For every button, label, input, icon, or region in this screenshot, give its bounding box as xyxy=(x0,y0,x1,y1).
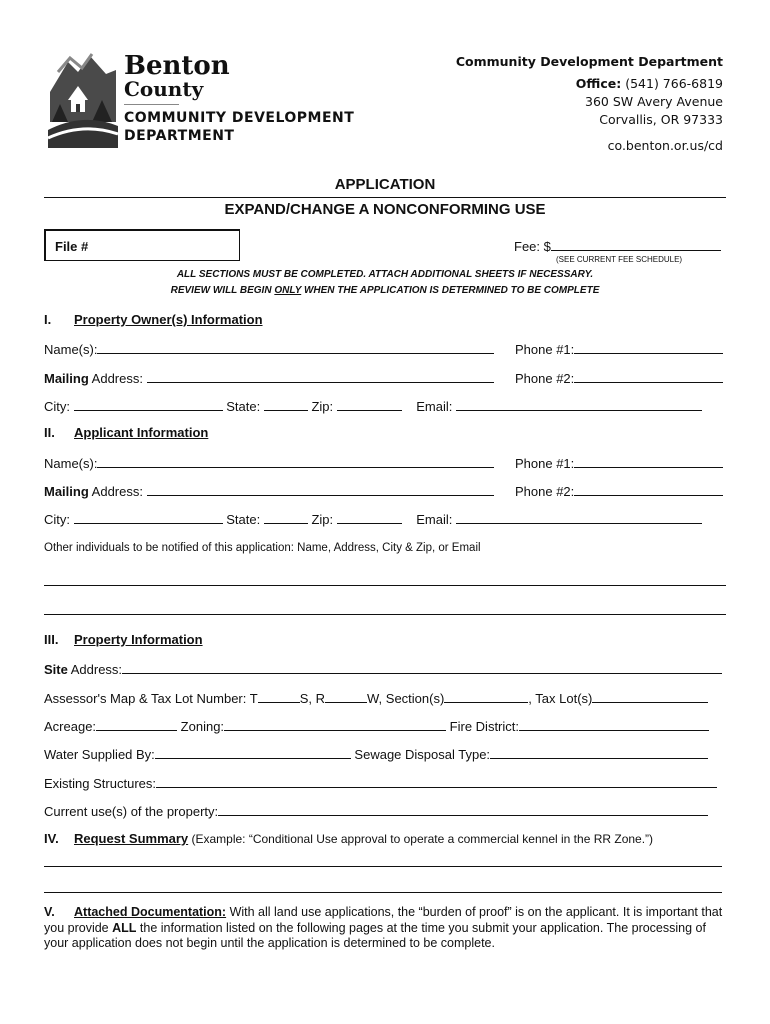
applicant-mailing-row: Mailing Address: xyxy=(44,482,494,499)
logo-dept-line2: DEPARTMENT xyxy=(124,128,235,144)
section2-heading: II. Applicant Information xyxy=(44,425,209,440)
owner-names-row: Name(s): xyxy=(44,340,494,357)
instructions-line2: REVIEW WILL BEGIN ONLY WHEN THE APPLICATION IS DETERMINED TO BE COMPLETE xyxy=(170,285,600,296)
sewage-disposal-field[interactable] xyxy=(490,745,708,759)
acreage-field[interactable] xyxy=(96,717,177,731)
fee-row xyxy=(514,237,721,254)
current-use-row: Current use(s) of the property: xyxy=(44,802,708,819)
applicant-zip-field[interactable] xyxy=(337,510,402,524)
current-use-field[interactable] xyxy=(218,802,708,816)
owner-names-field[interactable] xyxy=(97,340,494,354)
logo-county: County xyxy=(124,77,204,101)
owner-zip-field[interactable] xyxy=(337,397,402,411)
owner-phone1-field[interactable] xyxy=(574,340,723,354)
contact-street: 360 SW Avery Avenue xyxy=(585,94,723,109)
owner-email-field[interactable] xyxy=(456,397,702,411)
other-individuals-line2[interactable] xyxy=(44,614,726,615)
fee-label: Fee: $ xyxy=(514,239,551,254)
water-row: Water Supplied By: Sewage Disposal Type: xyxy=(44,745,708,762)
applicant-phone1-row: Phone #1: xyxy=(515,454,723,471)
logo-benton: Benton xyxy=(124,51,230,81)
existing-structures-row: Existing Structures: xyxy=(44,774,717,791)
file-number-box[interactable] xyxy=(44,229,240,261)
mountain-tree-house-icon xyxy=(48,52,118,148)
title-rule xyxy=(44,197,726,198)
logo-dept-line1: COMMUNITY DEVELOPMENT xyxy=(124,110,355,126)
existing-structures-field[interactable] xyxy=(156,774,717,788)
logo-divider xyxy=(124,104,179,105)
county-logo xyxy=(48,52,366,148)
owner-mailing-row: Mailing Address: xyxy=(44,369,494,386)
zoning-field[interactable] xyxy=(224,717,446,731)
fee-field[interactable] xyxy=(551,237,721,251)
site-address-field[interactable] xyxy=(122,660,722,674)
owner-state-field[interactable] xyxy=(264,397,308,411)
section4-heading: IV. Request Summary (Example: “Conditional Use approval to operate a commercial kennel in the RR Zone.”) xyxy=(44,831,654,846)
contact-department: Community Development Department xyxy=(455,54,723,69)
section-field[interactable] xyxy=(444,689,528,703)
title-line1: APPLICATION xyxy=(334,176,436,193)
other-individuals-line1[interactable] xyxy=(44,585,726,586)
owner-city-row: City: State: Zip: Email: xyxy=(44,397,702,414)
applicant-mailing-field[interactable] xyxy=(147,482,494,496)
township-field[interactable] xyxy=(258,689,300,703)
owner-phone2-row: Phone #2: xyxy=(515,369,723,386)
section5-paragraph: V. Attached Documentation: With all land use applications, the “burden of proof” is on the applicant. It is important that you provide ALL the information listed on the following pages at the time you submit your application. The processing of your application does not begin until the application is determined to be complete. xyxy=(44,905,723,950)
other-individuals-label: Other individuals to be notified of this application: Name, Address, City & Zip, or Email xyxy=(44,542,481,554)
tax-lot-field[interactable] xyxy=(592,689,708,703)
owner-phone2-field[interactable] xyxy=(574,369,723,383)
applicant-city-field[interactable] xyxy=(74,510,223,524)
applicant-state-field[interactable] xyxy=(264,510,308,524)
contact-office: Office: (541) 766-6819 xyxy=(575,76,723,91)
instructions-line1: ALL SECTIONS MUST BE COMPLETED. ATTACH ADDITIONAL SHEETS IF NECESSARY. xyxy=(176,269,594,280)
site-address-row: Site Address: xyxy=(44,660,722,677)
owner-city-field[interactable] xyxy=(74,397,223,411)
owner-phone1-row: Phone #1: xyxy=(515,340,723,357)
title-line2: EXPAND/CHANGE A NONCONFORMING USE xyxy=(224,201,546,218)
fire-district-field[interactable] xyxy=(519,717,709,731)
applicant-phone2-row: Phone #2: xyxy=(515,482,723,499)
acreage-row: Acreage: Zoning: Fire District: xyxy=(44,717,709,734)
fee-note: (SEE CURRENT FEE SCHEDULE) xyxy=(556,255,683,264)
section3-heading: III. Property Information xyxy=(44,632,203,647)
request-summary-line2[interactable] xyxy=(44,892,722,893)
file-number-label: File # xyxy=(55,239,89,254)
request-summary-line1[interactable] xyxy=(44,866,722,867)
assessor-map-row: Assessor's Map & Tax Lot Number: T S, R W, Section(s) , Tax Lot(s) xyxy=(44,689,708,706)
applicant-names-row: Name(s): xyxy=(44,454,494,471)
contact-block xyxy=(456,53,723,155)
range-field[interactable] xyxy=(325,689,367,703)
applicant-email-field[interactable] xyxy=(456,510,702,524)
contact-city: Corvallis, OR 97333 xyxy=(599,112,723,127)
contact-website: co.benton.or.us/cd xyxy=(607,138,723,153)
section1-heading: I. Property Owner(s) Information xyxy=(44,312,263,327)
applicant-phone2-field[interactable] xyxy=(574,482,723,496)
applicant-city-row: City: State: Zip: Email: xyxy=(44,510,702,527)
applicant-names-field[interactable] xyxy=(97,454,494,468)
owner-mailing-field[interactable] xyxy=(147,369,494,383)
water-supplied-field[interactable] xyxy=(155,745,351,759)
applicant-phone1-field[interactable] xyxy=(574,454,723,468)
